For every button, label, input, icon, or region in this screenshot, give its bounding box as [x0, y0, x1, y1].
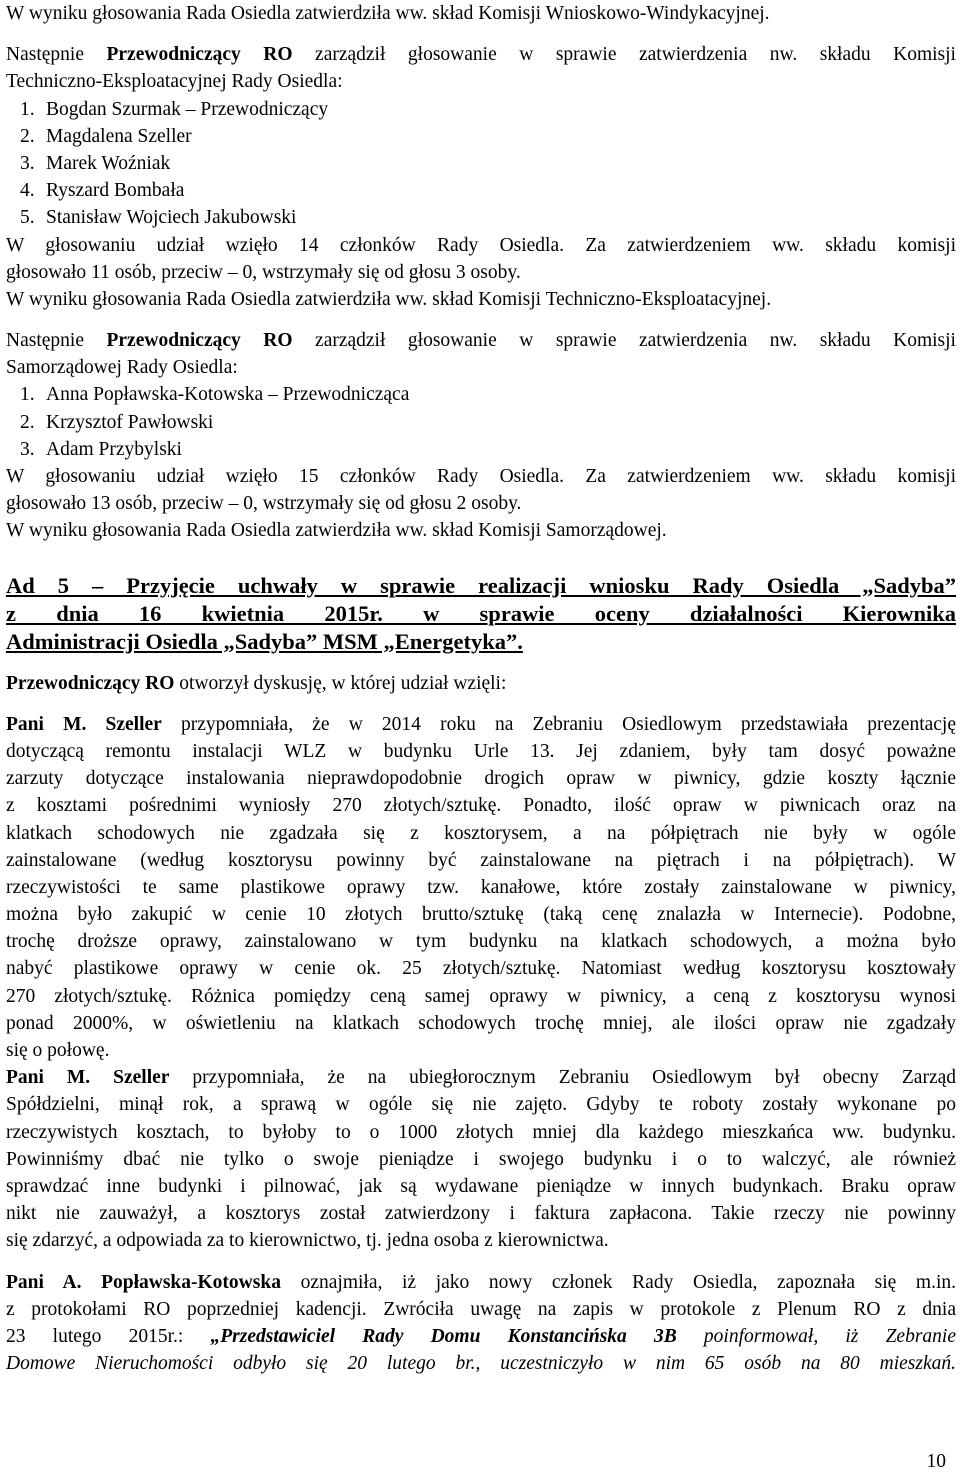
paragraph-line: 23 lutego 2015r.: „Przedstawiciel Rady Domu Konstancińska 3B poinformował, iż Zebranie [6, 1325, 956, 1347]
member-name: Marek Woźniak [46, 152, 171, 174]
paragraph-line: Pani M. Szeller przypomniała, że w 2014 roku na Zebraniu Osiedlowym przedstawiała prezentację [6, 713, 957, 735]
member-name: Magdalena Szeller [46, 125, 192, 147]
paragraph-line: Następnie Przewodniczący RO zarządził głosowanie w sprawie zatwierdzenia nw. składu Komisji [6, 330, 956, 352]
paragraph-line: rzeczywistych kosztach, to byłoby to o 1000 złotych mniej dla każdego mieszkańca ww. budynku. [6, 1121, 956, 1143]
speaker-name: Pani A. Popławska-Kotowska [6, 1271, 281, 1293]
paragraph-line: nikt nie zauważył, a kosztorys został zatwierdzony i faktura zapłacona. Takie rzeczy nie powinny [6, 1203, 956, 1225]
list-item [6, 204, 956, 231]
paragraph-line: Samorządowej Rady Osiedla: [6, 357, 238, 379]
paragraph-szeller-1 [6, 711, 956, 1064]
vote-line: W głosowaniu udział wzięło 15 członków Rady Osiedla. Za zatwierdzeniem ww. składu komisji [6, 466, 956, 487]
paragraph-line: Domowe Nieruchomości odbyło się 20 lutego br., uczestniczyło w nim 65 osób na 80 mieszkań. [6, 1353, 956, 1375]
page-number: 10 [926, 1451, 946, 1472]
paragraph-line: można było zakupić w cenie 10 złotych brutto/sztukę (taką cenę znalazła w Internecie). Podobne, [6, 904, 956, 926]
list-number: 3. [20, 438, 35, 460]
paragraph-line: z protokołami RO poprzedniej kadencji. Zwróciła uwagę na zapis w protokole z Plenum RO z dnia [6, 1298, 956, 1320]
list-number: 5. [20, 207, 35, 229]
paragraph-line: się zdarzyć, a odpowiada za to kierownictwo, tj. jedna osoba z kierownictwa. [6, 1230, 609, 1252]
list-item [6, 436, 956, 463]
vote-result-line: W wyniku głosowania Rada Osiedla zatwierdziła ww. skład Komisji Samorządowej. [6, 520, 667, 542]
paragraph-poplawska [6, 1269, 956, 1378]
list-number: 1. [20, 384, 35, 406]
member-name: Bogdan Szurmak – Przewodniczący [46, 98, 329, 120]
list-item [6, 381, 956, 408]
paragraph-line: Następnie Przewodniczący RO zarządził głosowanie w sprawie zatwierdzenia nw. składu Komisji [6, 44, 956, 66]
paragraph-szeller-2 [6, 1064, 956, 1254]
paragraph-line: się o połowę. [6, 1040, 110, 1061]
paragraph-line: trochę droższe oprawy, zainstalowano w tym budynku na klatkach schodowych, a można było [6, 931, 956, 953]
paragraph-line: Spółdzielni, minął rok, a sprawą w ogóle się nie zajęto. Gdyby te roboty zostały wykonane po [6, 1094, 956, 1116]
section-heading-line: z dnia 16 kwietnia 2015r. w sprawie oceny działalności Kierownika [6, 600, 956, 626]
list-item [6, 96, 956, 123]
discussion-intro: Przewodniczący RO otworzył dyskusję, w której udział wzięli: [6, 672, 507, 694]
member-list [6, 96, 956, 232]
member-name: Ryszard Bombała [46, 180, 185, 202]
vote-line: głosowało 11 osób, przeciw – 0, wstrzymały się od głosu 3 osoby. [6, 261, 521, 283]
paragraph-line: ponad 2000%, w oświetleniu na klatkach schodowych trochę mniej, ale ilości opraw nie zgadzały [6, 1012, 956, 1034]
paragraph-line: 270 złotych/sztukę. Różnica pomiędzy ceną samej oprawy w piwnicy, a ceną z kosztorysu wynosi [6, 985, 956, 1007]
list-item [6, 177, 956, 204]
list-item [6, 409, 956, 436]
text-line: W wyniku głosowania Rada Osiedla zatwierdziła ww. skład Komisji Wnioskowo-Windykacyjnej. [6, 3, 770, 24]
list-number: 4. [20, 180, 35, 202]
member-name: Krzysztof Pawłowski [46, 411, 214, 433]
section-heading-line: Administracji Osiedla „Sadyba” MSM „Energetyka”. [6, 628, 523, 654]
paragraph-line: zainstalowane (według kosztorysu powinny być zainstalowane na piętrach i na półpiętrach). W [6, 849, 956, 871]
paragraph-line: dotyczącą remontu instalacji WLZ w budynku Urle 13. Jej zdaniem, były tam dosyć poważne [6, 740, 956, 762]
paragraph-line: Pani M. Szeller przypomniała, że na ubiegłorocznym Zebraniu Osiedlowym był obecny Zarząd [6, 1067, 956, 1089]
list-item [6, 123, 956, 150]
section-heading-line: Ad 5 – Przyjęcie uchwały w sprawie realizacji wniosku Rady Osiedla „Sadyba” [6, 572, 956, 598]
quote-bold: „Przedstawiciel Rady Domu Konstancińska 3B [210, 1325, 677, 1347]
vote-line: W głosowaniu udział wzięło 14 członków Rady Osiedla. Za zatwierdzeniem ww. składu komisji [6, 234, 956, 256]
member-list [6, 381, 956, 463]
paragraph-line: klatkach schodowych nie zgadzała się z kosztorysem, a na półpiętrach nie były w ogóle [6, 822, 956, 844]
document-page [6, 0, 956, 1377]
paragraph-line: sprawdzać inne budynki i pilnować, jak są wydawane pieniądze w innych budynkach. Braku opraw [6, 1175, 956, 1197]
list-number: 3. [20, 152, 35, 174]
member-name: Anna Popławska-Kotowska – Przewodnicząca [46, 384, 410, 406]
vote-line: głosowało 13 osób, przeciw – 0, wstrzymały się od głosu 2 osoby. [6, 493, 522, 515]
list-number: 2. [20, 125, 35, 147]
list-number: 2. [20, 411, 35, 433]
vote-result-line: W wyniku głosowania Rada Osiedla zatwierdziła ww. skład Komisji Techniczno-Eksploatacyjnej. [6, 288, 772, 310]
list-item [6, 150, 956, 177]
list-number: 1. [20, 98, 35, 120]
paragraph-line: Powinniśmy dbać nie tylko o swoje pieniądze i swojego budynku i o to walczyć, ale również [6, 1148, 956, 1170]
paragraph-line: rzeczywistości te same plastikowe oprawy tzw. kanałowe, które zostały zainstalowane w piwnicy, [6, 876, 956, 898]
member-name: Adam Przybylski [46, 438, 182, 460]
member-name: Stanisław Wojciech Jakubowski [46, 207, 297, 229]
paragraph-line: zarzuty dotyczące instalowania nieprawdopodobnie drogich opraw w piwnicy, gdzie koszty łącznie [6, 768, 956, 790]
paragraph-line: Pani A. Popławska-Kotowska oznajmiła, iż jako nowy członek Rady Osiedla, zapoznała się m.in. [6, 1271, 956, 1293]
paragraph-line: Techniczno-Eksploatacyjnej Rady Osiedla: [6, 71, 343, 93]
paragraph-line: nabyć plastikowe oprawy w cenie ok. 25 złotych/sztukę. Natomiast według kosztorysu kosztowały [6, 958, 956, 980]
paragraph-line: z kosztami pośrednimi wyniosły 270 złotych/sztukę. Ponadto, ilość opraw w piwnicach oraz na [6, 795, 956, 817]
